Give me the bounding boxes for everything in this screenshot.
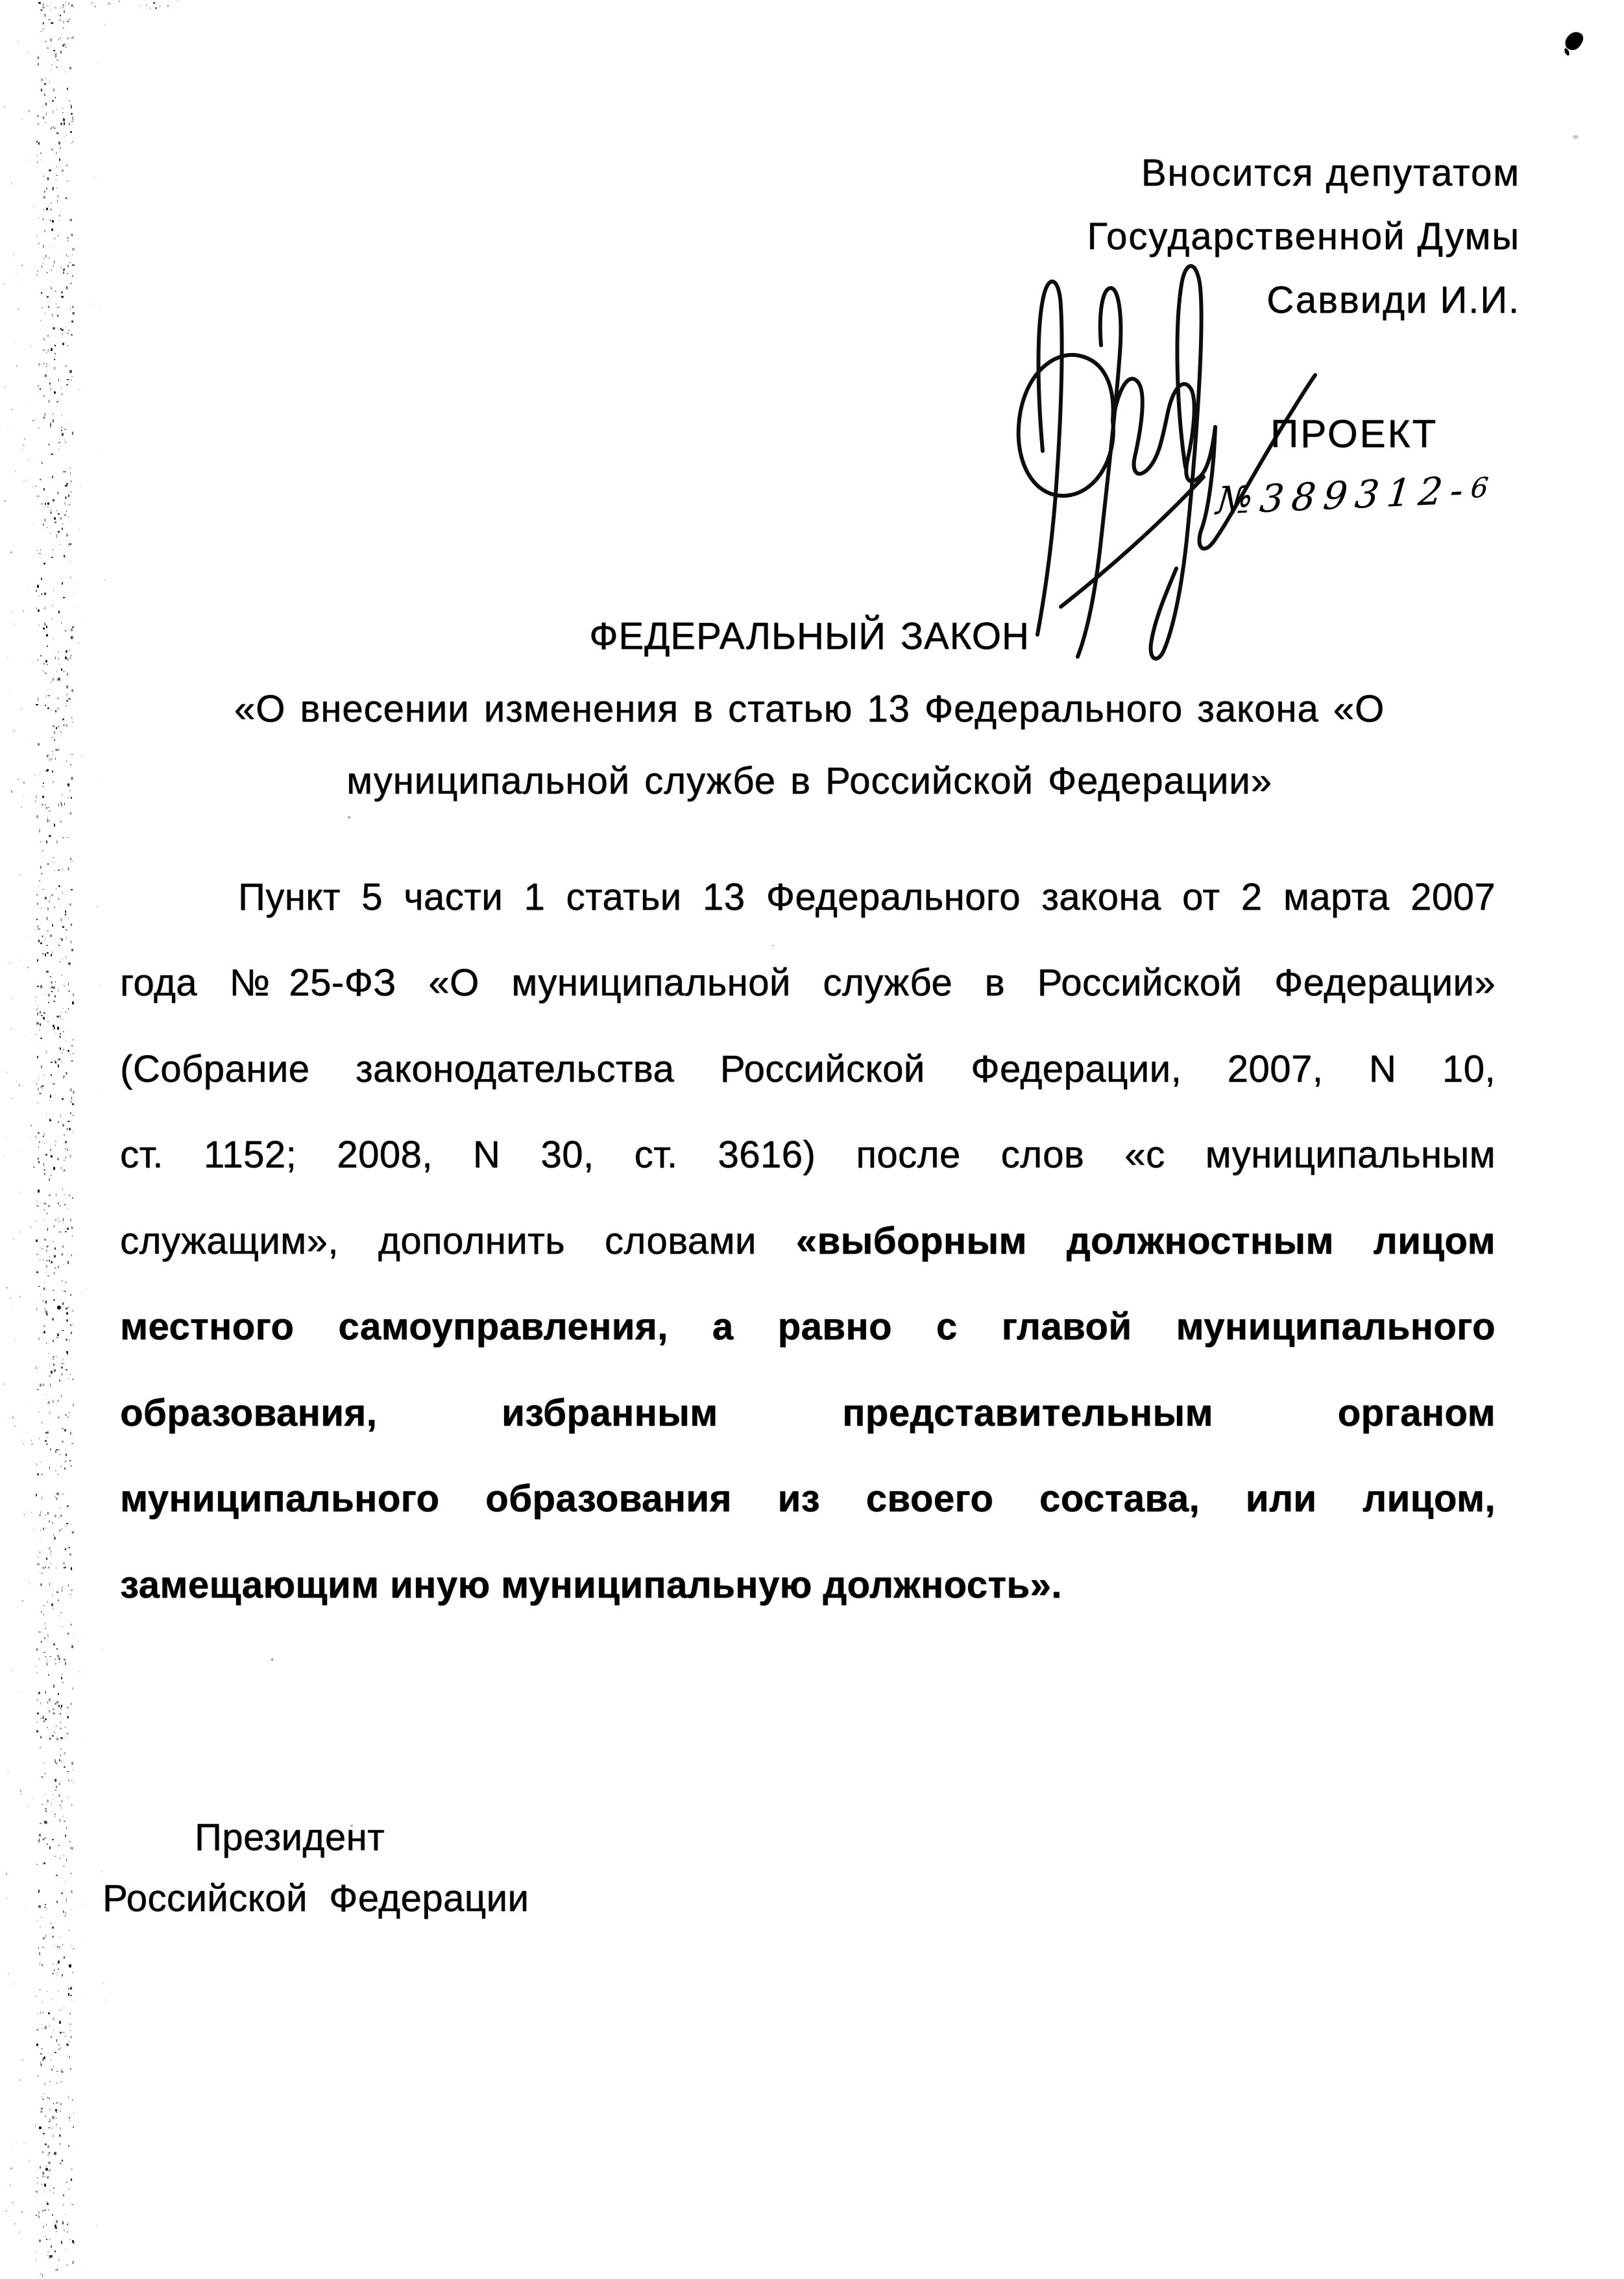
deputy-name: Саввиди И.И. bbox=[1266, 279, 1520, 321]
submitted-by-line: Вносится депутатом bbox=[1141, 152, 1520, 194]
body-line-5-bold: «выборным должностным лицом bbox=[795, 1220, 1496, 1262]
bill-number-suffix: 6 bbox=[1469, 471, 1492, 504]
draft-stamp-label: ПРОЕКТ bbox=[1270, 412, 1438, 456]
body-line-2: года №25-ФЗ «О муниципальной службе в Российской Федерации» bbox=[120, 962, 1496, 1004]
submitted-by-chamber: Государственной Думы bbox=[1087, 215, 1520, 258]
body-line-5 bbox=[120, 1219, 1496, 1263]
ink-smudge bbox=[1573, 135, 1579, 139]
body-line-9: замещающим иную муниципальную должность». bbox=[120, 1564, 1062, 1606]
body-line-1: Пункт 5 части 1 статьи 13 Федерального закона от 2 марта 2007 bbox=[238, 876, 1496, 918]
president-label-line-2: Российской Федерации bbox=[103, 1877, 529, 1919]
law-title: ФЕДЕРАЛЬНЫЙ ЗАКОН bbox=[589, 615, 1030, 657]
law-subtitle-line-2: муниципальной службе в Российской Федерации» bbox=[346, 760, 1272, 802]
law-subtitle-line-1: «О внесении изменения в статью 13 Федерального закона «О bbox=[234, 688, 1385, 730]
body-line-6: местного самоуправления, а равно с главой муниципального bbox=[120, 1306, 1496, 1348]
bill-number-main: №389312- bbox=[1215, 467, 1473, 523]
president-label: Президент bbox=[195, 1816, 385, 1859]
body-line-4: ст. 1152; 2008, N 30, ст. 3616) после слов «с муниципальным bbox=[120, 1134, 1496, 1176]
body-line-8: муниципального образования из своего состава, или лицом, bbox=[120, 1478, 1496, 1520]
body-line-3: (Собрание законодательства Российской Федерации, 2007, N 10, bbox=[120, 1048, 1496, 1090]
body-line-5-regular: служащим», дополнить словами bbox=[120, 1220, 796, 1262]
body-line-7: образования, избранным представительным органом bbox=[120, 1392, 1496, 1434]
